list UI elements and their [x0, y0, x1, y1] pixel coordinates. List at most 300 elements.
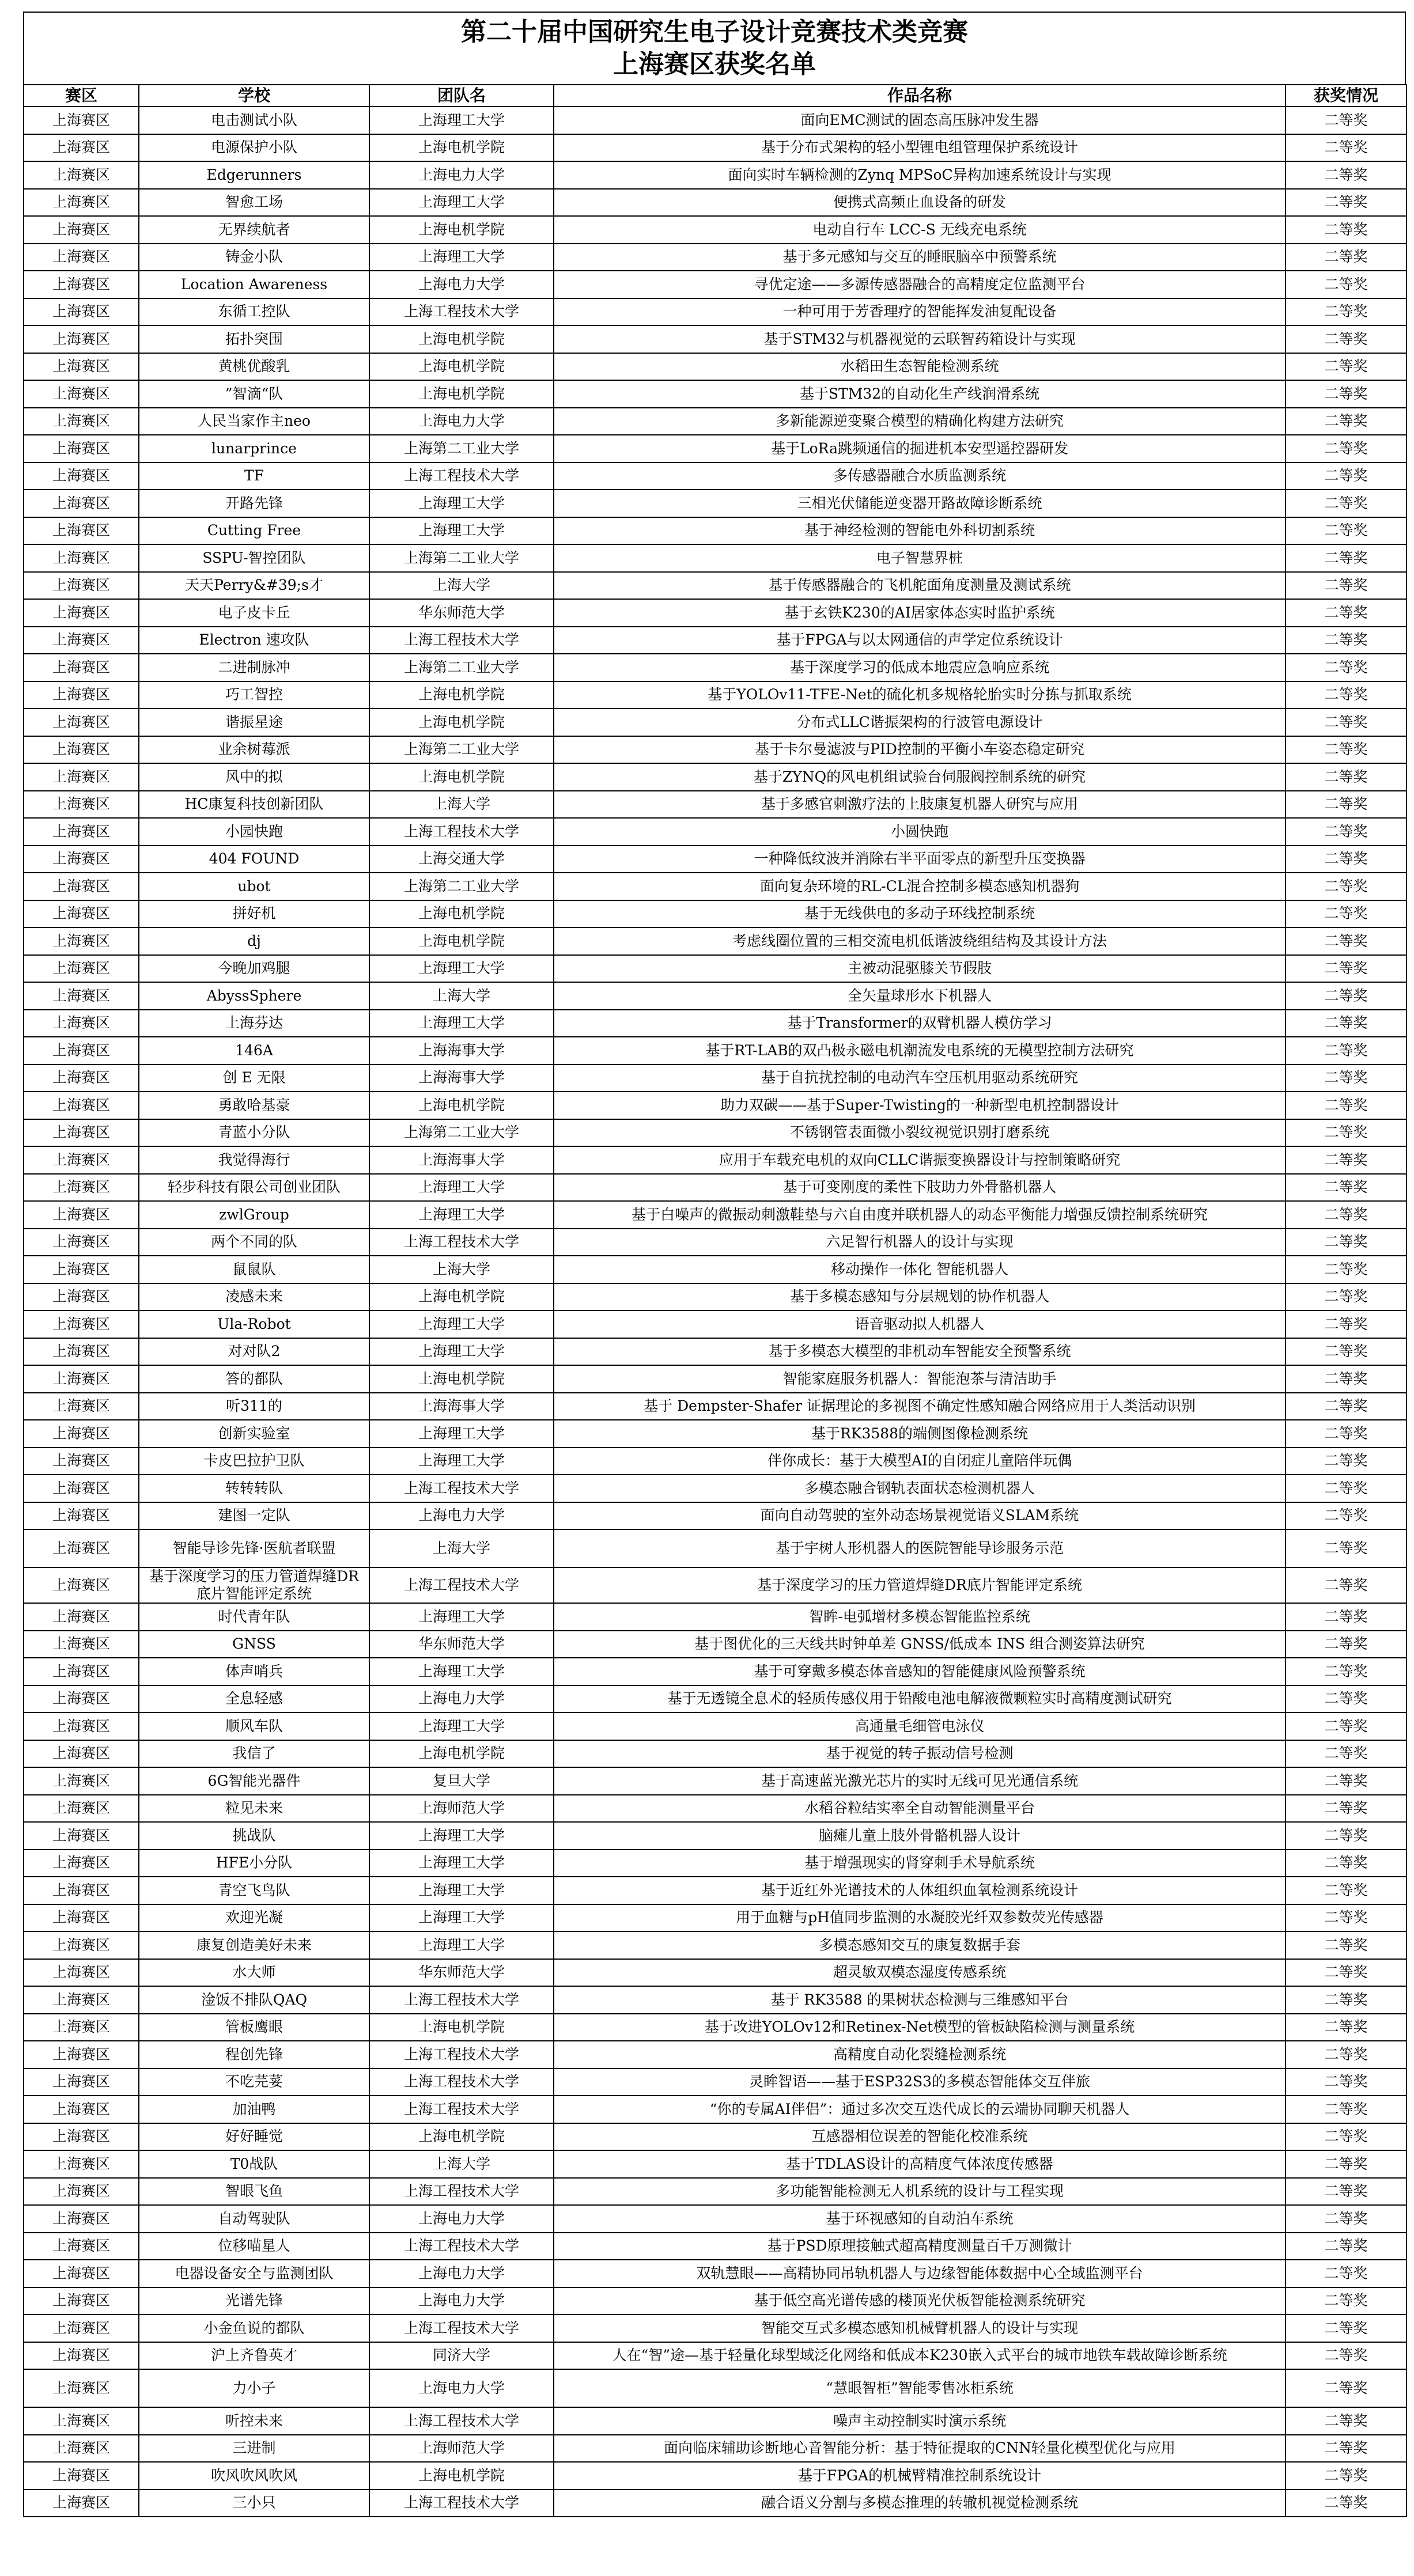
header-work: 作品名称 — [554, 85, 1286, 107]
cell-school: 沪上齐鲁英才 — [139, 2342, 369, 2370]
cell-work: 基于玄铁K230的AI居家体态实时监护系统 — [554, 599, 1286, 627]
cell-award: 二等奖 — [1286, 1229, 1407, 1256]
cell-team: 上海电机学院 — [369, 1092, 554, 1119]
cell-team: 上海理工大学 — [369, 1603, 554, 1631]
cell-award: 二等奖 — [1286, 927, 1407, 955]
cell-team: 上海电机学院 — [369, 325, 554, 353]
cell-region: 上海赛区 — [24, 2260, 139, 2287]
award-document — [23, 12, 1406, 2517]
table-row — [24, 1658, 1407, 1685]
cell-team: 上海工程技术大学 — [369, 2490, 554, 2517]
cell-region: 上海赛区 — [24, 1986, 139, 2014]
cell-school: 欢迎光凝 — [139, 1904, 369, 1932]
title-box — [23, 12, 1406, 84]
cell-work: 基于高速蓝光激光芯片的实时无线可见光通信系统 — [554, 1767, 1286, 1795]
table-row — [24, 1365, 1407, 1393]
cell-region: 上海赛区 — [24, 1931, 139, 1959]
table-row — [24, 1092, 1407, 1119]
header-award: 获奖情况 — [1286, 85, 1407, 107]
cell-team: 上海电机学院 — [369, 2123, 554, 2151]
table-row — [24, 1201, 1407, 1229]
cell-team: 上海工程技术大学 — [369, 1986, 554, 2014]
cell-team: 上海理工大学 — [369, 1822, 554, 1850]
table-row — [24, 1795, 1407, 1823]
cell-region: 上海赛区 — [24, 1713, 139, 1740]
cell-school: 挑战队 — [139, 1822, 369, 1850]
cell-school: 今晚加鸡腿 — [139, 955, 369, 983]
table-row — [24, 1502, 1407, 1530]
cell-team: 上海理工大学 — [369, 517, 554, 545]
table-row — [24, 982, 1407, 1010]
cell-region: 上海赛区 — [24, 161, 139, 189]
cell-school: 吹风吹风吹风 — [139, 2462, 369, 2490]
cell-team: 上海电力大学 — [369, 1502, 554, 1530]
table-row — [24, 1631, 1407, 1658]
table-row — [24, 1283, 1407, 1311]
table-row — [24, 1338, 1407, 1366]
cell-award: 二等奖 — [1286, 1822, 1407, 1850]
cell-region: 上海赛区 — [24, 736, 139, 764]
cell-team: 上海理工大学 — [369, 1904, 554, 1932]
cell-region: 上海赛区 — [24, 1850, 139, 1877]
cell-region: 上海赛区 — [24, 1904, 139, 1932]
cell-school: 我觉得海行 — [139, 1146, 369, 1174]
cell-work: 分布式LLC谐振架构的行波管电源设计 — [554, 709, 1286, 736]
table-row — [24, 408, 1407, 435]
cell-award: 二等奖 — [1286, 627, 1407, 654]
cell-work: 三相光伏储能逆变器开路故障诊断系统 — [554, 490, 1286, 517]
cell-award: 二等奖 — [1286, 1850, 1407, 1877]
cell-region: 上海赛区 — [24, 463, 139, 490]
cell-school: 听311的 — [139, 1393, 369, 1420]
cell-region: 上海赛区 — [24, 1685, 139, 1713]
cell-team: 上海理工大学 — [369, 1931, 554, 1959]
cell-team: 上海大学 — [369, 2150, 554, 2178]
cell-school: 电子皮卡丘 — [139, 599, 369, 627]
cell-team: 同济大学 — [369, 2342, 554, 2370]
cell-team: 上海理工大学 — [369, 1310, 554, 1338]
table-row — [24, 2123, 1407, 2151]
cell-award: 二等奖 — [1286, 298, 1407, 326]
cell-region: 上海赛区 — [24, 1502, 139, 1530]
cell-award: 二等奖 — [1286, 517, 1407, 545]
cell-region: 上海赛区 — [24, 818, 139, 846]
cell-region: 上海赛区 — [24, 435, 139, 463]
table-row — [24, 2490, 1407, 2517]
cell-work: 互感器相位误差的智能化校准系统 — [554, 2123, 1286, 2151]
cell-work: 脑瘫儿童上肢外骨骼机器人设计 — [554, 1822, 1286, 1850]
cell-region: 上海赛区 — [24, 2150, 139, 2178]
cell-school: 智眼飞鱼 — [139, 2178, 369, 2206]
cell-team: 上海电机学院 — [369, 1283, 554, 1311]
cell-work: 基于FPGA的机械臂精准控制系统设计 — [554, 2462, 1286, 2490]
cell-work: 主被动混驱膝关节假肢 — [554, 955, 1286, 983]
table-row — [24, 1850, 1407, 1877]
table-row — [24, 1010, 1407, 1037]
cell-team: 上海大学 — [369, 982, 554, 1010]
cell-school: 位移喵星人 — [139, 2233, 369, 2260]
table-row — [24, 2369, 1407, 2407]
cell-work: 基于RK3588的端侧图像检测系统 — [554, 1420, 1286, 1448]
cell-award: 二等奖 — [1286, 681, 1407, 709]
table-row — [24, 1174, 1407, 1202]
cell-work: 智眸-电弧增材多模态智能监控系统 — [554, 1603, 1286, 1631]
cell-work: 基于STM32与机器视觉的云联智药箱设计与实现 — [554, 325, 1286, 353]
cell-school: ubot — [139, 873, 369, 900]
cell-work: 基于多模态大模型的非机动车智能安全预警系统 — [554, 1338, 1286, 1366]
cell-team: 上海工程技术大学 — [369, 2041, 554, 2069]
cell-work: 多传感器融合水质监测系统 — [554, 463, 1286, 490]
cell-work: 应用于车载充电机的双向CLLC谐振变换器设计与控制策略研究 — [554, 1146, 1286, 1174]
cell-region: 上海赛区 — [24, 134, 139, 162]
cell-team: 上海理工大学 — [369, 107, 554, 134]
cell-team: 上海电机学院 — [369, 380, 554, 408]
table-row — [24, 900, 1407, 928]
cell-team: 上海电力大学 — [369, 2287, 554, 2315]
cell-award: 二等奖 — [1286, 1092, 1407, 1119]
cell-region: 上海赛区 — [24, 709, 139, 736]
cell-award: 二等奖 — [1286, 2314, 1407, 2342]
cell-region: 上海赛区 — [24, 2069, 139, 2096]
cell-school: 6G智能光器件 — [139, 1767, 369, 1795]
cell-school: SSPU-智控团队 — [139, 544, 369, 572]
cell-award: 二等奖 — [1286, 1365, 1407, 1393]
cell-award: 二等奖 — [1286, 1631, 1407, 1658]
cell-award: 二等奖 — [1286, 1877, 1407, 1904]
cell-work: 高通量毛细管电泳仪 — [554, 1713, 1286, 1740]
cell-award: 二等奖 — [1286, 1010, 1407, 1037]
cell-award: 二等奖 — [1286, 490, 1407, 517]
cell-award: 二等奖 — [1286, 572, 1407, 600]
cell-work: 噪声主动控制实时演示系统 — [554, 2407, 1286, 2435]
cell-team: 华东师范大学 — [369, 1959, 554, 1987]
cell-award: 二等奖 — [1286, 1529, 1407, 1567]
cell-school: 智能导诊先锋·医航者联盟 — [139, 1529, 369, 1567]
document-subtitle: 上海赛区获奖名单 — [613, 50, 816, 79]
table-row — [24, 1986, 1407, 2014]
cell-region: 上海赛区 — [24, 1201, 139, 1229]
cell-region: 上海赛区 — [24, 353, 139, 381]
cell-school: Edgerunners — [139, 161, 369, 189]
cell-school: zwlGroup — [139, 1201, 369, 1229]
cell-region: 上海赛区 — [24, 325, 139, 353]
cell-region: 上海赛区 — [24, 982, 139, 1010]
cell-team: 上海电力大学 — [369, 2260, 554, 2287]
cell-award: 二等奖 — [1286, 1685, 1407, 1713]
cell-award: 二等奖 — [1286, 2260, 1407, 2287]
cell-school: 力小子 — [139, 2369, 369, 2407]
cell-team: 上海电机学院 — [369, 353, 554, 381]
cell-school: 顺风车队 — [139, 1713, 369, 1740]
cell-school: 凌感未来 — [139, 1283, 369, 1311]
table-row — [24, 380, 1407, 408]
cell-award: 二等奖 — [1286, 2123, 1407, 2151]
cell-team: 上海第二工业大学 — [369, 435, 554, 463]
cell-team: 上海交通大学 — [369, 846, 554, 873]
cell-work: 基于可变刚度的柔性下肢助力外骨骼机器人 — [554, 1174, 1286, 1202]
cell-work: 考虑线圈位置的三相交流电机低谐波绕组结构及其设计方法 — [554, 927, 1286, 955]
cell-work: 基于神经检测的智能电外科切割系统 — [554, 517, 1286, 545]
cell-region: 上海赛区 — [24, 1092, 139, 1119]
cell-school: 基于深度学习的压力管道焊缝DR底片智能评定系统 — [139, 1567, 369, 1603]
table-row — [24, 244, 1407, 271]
cell-work: 基于自抗扰控制的电动汽车空压机用驱动系统研究 — [554, 1065, 1286, 1092]
table-row — [24, 2069, 1407, 2096]
cell-award: 二等奖 — [1286, 1603, 1407, 1631]
table-row — [24, 2150, 1407, 2178]
cell-team: 上海电力大学 — [369, 408, 554, 435]
table-row — [24, 1822, 1407, 1850]
cell-work: 基于可穿戴多模态体音感知的智能健康风险预警系统 — [554, 1658, 1286, 1685]
cell-region: 上海赛区 — [24, 1740, 139, 1768]
cell-school: AbyssSphere — [139, 982, 369, 1010]
cell-award: 二等奖 — [1286, 1448, 1407, 1475]
table-row — [24, 463, 1407, 490]
table-row — [24, 2205, 1407, 2233]
cell-region: 上海赛区 — [24, 1448, 139, 1475]
cell-school: HFE小分队 — [139, 1850, 369, 1877]
table-row — [24, 818, 1407, 846]
cell-region: 上海赛区 — [24, 1393, 139, 1420]
cell-award: 二等奖 — [1286, 353, 1407, 381]
cell-school: 鼠鼠队 — [139, 1256, 369, 1283]
cell-award: 二等奖 — [1286, 435, 1407, 463]
cell-school: lunarprince — [139, 435, 369, 463]
cell-region: 上海赛区 — [24, 271, 139, 298]
cell-work: 智能交互式多模态感知机械臂机器人的设计与实现 — [554, 2314, 1286, 2342]
cell-award: 二等奖 — [1286, 1393, 1407, 1420]
table-row — [24, 791, 1407, 819]
cell-school: 时代青年队 — [139, 1603, 369, 1631]
table-row — [24, 1740, 1407, 1768]
cell-team: 上海工程技术大学 — [369, 1229, 554, 1256]
cell-award: 二等奖 — [1286, 1310, 1407, 1338]
cell-award: 二等奖 — [1286, 1338, 1407, 1366]
table-row — [24, 2041, 1407, 2069]
cell-award: 二等奖 — [1286, 244, 1407, 271]
table-row — [24, 1146, 1407, 1174]
cell-region: 上海赛区 — [24, 517, 139, 545]
cell-award: 二等奖 — [1286, 599, 1407, 627]
cell-school: 电器设备安全与监测团队 — [139, 2260, 369, 2287]
cell-award: 二等奖 — [1286, 1475, 1407, 1502]
cell-region: 上海赛区 — [24, 2287, 139, 2315]
cell-work: 小圆快跑 — [554, 818, 1286, 846]
cell-work: 基于低空高光谱传感的楼顶光伏板智能检测系统研究 — [554, 2287, 1286, 2315]
table-row — [24, 216, 1407, 244]
cell-school: 拓扑突围 — [139, 325, 369, 353]
cell-region: 上海赛区 — [24, 1229, 139, 1256]
cell-work: 基于TDLAS设计的高精度气体浓度传感器 — [554, 2150, 1286, 2178]
cell-award: 二等奖 — [1286, 2233, 1407, 2260]
cell-award: 二等奖 — [1286, 380, 1407, 408]
cell-work: 基于 Dempster-Shafer 证据理论的多视图不确定性感知融合网络应用于人类活动识别 — [554, 1393, 1286, 1420]
cell-school: 加油鸭 — [139, 2096, 369, 2123]
table-row — [24, 517, 1407, 545]
cell-team: 上海第二工业大学 — [369, 544, 554, 572]
cell-region: 上海赛区 — [24, 900, 139, 928]
cell-award: 二等奖 — [1286, 2435, 1407, 2463]
header-region: 赛区 — [24, 85, 139, 107]
cell-region: 上海赛区 — [24, 544, 139, 572]
cell-team: 上海大学 — [369, 791, 554, 819]
cell-work: 电动自行车 LCC-S 无线充电系统 — [554, 216, 1286, 244]
cell-work: 基于增强现实的肾穿刺手术导航系统 — [554, 1850, 1286, 1877]
cell-region: 上海赛区 — [24, 1283, 139, 1311]
cell-region: 上海赛区 — [24, 846, 139, 873]
cell-work: 多功能智能检测无人机系统的设计与工程实现 — [554, 2178, 1286, 2206]
cell-region: 上海赛区 — [24, 763, 139, 791]
cell-work: 基于深度学习的压力管道焊缝DR底片智能评定系统 — [554, 1567, 1286, 1603]
cell-work: 多新能源逆变聚合模型的精确化构建方法研究 — [554, 408, 1286, 435]
cell-team: 上海理工大学 — [369, 1713, 554, 1740]
cell-work: 双轨慧眼——高精协同吊轨机器人与边缘智能体数据中心全域监测平台 — [554, 2260, 1286, 2287]
cell-award: 二等奖 — [1286, 763, 1407, 791]
cell-region: 上海赛区 — [24, 1822, 139, 1850]
table-row — [24, 2342, 1407, 2370]
table-row — [24, 955, 1407, 983]
cell-award: 二等奖 — [1286, 846, 1407, 873]
cell-work: 水稻田生态智能检测系统 — [554, 353, 1286, 381]
table-row — [24, 107, 1407, 134]
table-header-row — [24, 85, 1407, 107]
cell-team: 上海工程技术大学 — [369, 2233, 554, 2260]
cell-work: 基于STM32的自动化生产线润滑系统 — [554, 380, 1286, 408]
cell-school: 天天Perry&#39;s才 — [139, 572, 369, 600]
cell-work: 基于FPGA与以太网通信的声学定位系统设计 — [554, 627, 1286, 654]
cell-work: 基于 RK3588 的果树状态检测与三维感知平台 — [554, 1986, 1286, 2014]
cell-region: 上海赛区 — [24, 2490, 139, 2517]
cell-team: 上海理工大学 — [369, 955, 554, 983]
cell-team: 上海电力大学 — [369, 1685, 554, 1713]
cell-region: 上海赛区 — [24, 1603, 139, 1631]
cell-school: 146A — [139, 1037, 369, 1065]
table-row — [24, 1037, 1407, 1065]
cell-award: 二等奖 — [1286, 982, 1407, 1010]
cell-school: 创 E 无限 — [139, 1065, 369, 1092]
cell-school: 轻步科技有限公司创业团队 — [139, 1174, 369, 1202]
cell-region: 上海赛区 — [24, 1529, 139, 1567]
cell-region: 上海赛区 — [24, 1119, 139, 1147]
header-team: 团队名 — [369, 85, 554, 107]
cell-award: 二等奖 — [1286, 2462, 1407, 2490]
cell-work: 一种可用于芳香理疗的智能挥发油复配设备 — [554, 298, 1286, 326]
cell-school: 青空飞鸟队 — [139, 1877, 369, 1904]
cell-work: 高精度自动化裂缝检测系统 — [554, 2041, 1286, 2069]
cell-team: 上海海事大学 — [369, 1037, 554, 1065]
cell-award: 二等奖 — [1286, 2490, 1407, 2517]
cell-school: T0战队 — [139, 2150, 369, 2178]
cell-work: 电子智慧界桩 — [554, 544, 1286, 572]
cell-school: 听控未来 — [139, 2407, 369, 2435]
cell-award: 二等奖 — [1286, 1658, 1407, 1685]
cell-school: 三小只 — [139, 2490, 369, 2517]
cell-team: 上海第二工业大学 — [369, 736, 554, 764]
table-row — [24, 654, 1407, 681]
cell-school: 创新实验室 — [139, 1420, 369, 1448]
table-row — [24, 927, 1407, 955]
cell-school: 水大师 — [139, 1959, 369, 1987]
cell-school: 青蓝小分队 — [139, 1119, 369, 1147]
cell-award: 二等奖 — [1286, 654, 1407, 681]
cell-work: 基于改进YOLOv12和Retinex-Net模型的管板缺陷检测与测量系统 — [554, 2014, 1286, 2041]
cell-team: 上海理工大学 — [369, 490, 554, 517]
cell-team: 上海工程技术大学 — [369, 298, 554, 326]
cell-region: 上海赛区 — [24, 1338, 139, 1366]
cell-school: 小园快跑 — [139, 818, 369, 846]
cell-team: 上海大学 — [369, 572, 554, 600]
cell-work: 基于环视感知的自动泊车系统 — [554, 2205, 1286, 2233]
cell-region: 上海赛区 — [24, 1631, 139, 1658]
cell-work: 水稻谷粒结实率全自动智能测量平台 — [554, 1795, 1286, 1823]
cell-team: 上海理工大学 — [369, 1420, 554, 1448]
cell-award: 二等奖 — [1286, 544, 1407, 572]
cell-school: 谐振星途 — [139, 709, 369, 736]
cell-team: 上海工程技术大学 — [369, 2096, 554, 2123]
cell-team: 上海电机学院 — [369, 763, 554, 791]
table-row — [24, 599, 1407, 627]
cell-school: Electron 速攻队 — [139, 627, 369, 654]
header-school: 学校 — [139, 85, 369, 107]
cell-work: 基于卡尔曼滤波与PID控制的平衡小车姿态稳定研究 — [554, 736, 1286, 764]
table-row — [24, 1959, 1407, 1987]
cell-award: 二等奖 — [1286, 1795, 1407, 1823]
cell-region: 上海赛区 — [24, 2435, 139, 2463]
table-row — [24, 2435, 1407, 2463]
cell-region: 上海赛区 — [24, 654, 139, 681]
cell-award: 二等奖 — [1286, 2150, 1407, 2178]
cell-work: 基于白噪声的微振动刺激鞋垫与六自由度并联机器人的动态平衡能力增强反馈控制系统研究 — [554, 1201, 1286, 1229]
cell-award: 二等奖 — [1286, 325, 1407, 353]
table-row — [24, 1713, 1407, 1740]
table-row — [24, 709, 1407, 736]
cell-award: 二等奖 — [1286, 2014, 1407, 2041]
table-row — [24, 736, 1407, 764]
cell-region: 上海赛区 — [24, 189, 139, 217]
cell-school: 光谱先锋 — [139, 2287, 369, 2315]
table-row — [24, 1567, 1407, 1603]
cell-region: 上海赛区 — [24, 681, 139, 709]
cell-award: 二等奖 — [1286, 1713, 1407, 1740]
cell-team: 上海第二工业大学 — [369, 654, 554, 681]
cell-region: 上海赛区 — [24, 1877, 139, 1904]
table-row — [24, 681, 1407, 709]
cell-school: 业余树莓派 — [139, 736, 369, 764]
cell-region: 上海赛区 — [24, 1310, 139, 1338]
table-row — [24, 2260, 1407, 2287]
cell-team: 上海理工大学 — [369, 244, 554, 271]
cell-region: 上海赛区 — [24, 2014, 139, 2041]
cell-award: 二等奖 — [1286, 1567, 1407, 1603]
cell-region: 上海赛区 — [24, 572, 139, 600]
cell-work: 面向临床辅助诊断地心音智能分析：基于特征提取的CNN轻量化模型优化与应用 — [554, 2435, 1286, 2463]
cell-team: 上海工程技术大学 — [369, 1567, 554, 1603]
cell-work: 多模态融合钢轨表面状态检测机器人 — [554, 1475, 1286, 1502]
cell-work: 人在“智”途—基于轻量化球型域泛化网络和低成本K230嵌入式平台的城市地铁车载故障诊断系统 — [554, 2342, 1286, 2370]
cell-work: 基于图优化的三天线共时钟单差 GNSS/低成本 INS 组合测姿算法研究 — [554, 1631, 1286, 1658]
cell-work: 基于分布式架构的轻小型锂电组管理保护系统设计 — [554, 134, 1286, 162]
cell-school: 人民当家作主neo — [139, 408, 369, 435]
cell-region: 上海赛区 — [24, 1174, 139, 1202]
cell-work: 基于无透镜全息术的轻质传感仪用于铅酸电池电解液微颗粒实时高精度测试研究 — [554, 1685, 1286, 1713]
cell-team: 上海电机学院 — [369, 134, 554, 162]
cell-school: 电击测试小队 — [139, 107, 369, 134]
table-row — [24, 1229, 1407, 1256]
cell-team: 上海电力大学 — [369, 2205, 554, 2233]
table-row — [24, 544, 1407, 572]
table-row — [24, 2233, 1407, 2260]
cell-school: 巧工智控 — [139, 681, 369, 709]
